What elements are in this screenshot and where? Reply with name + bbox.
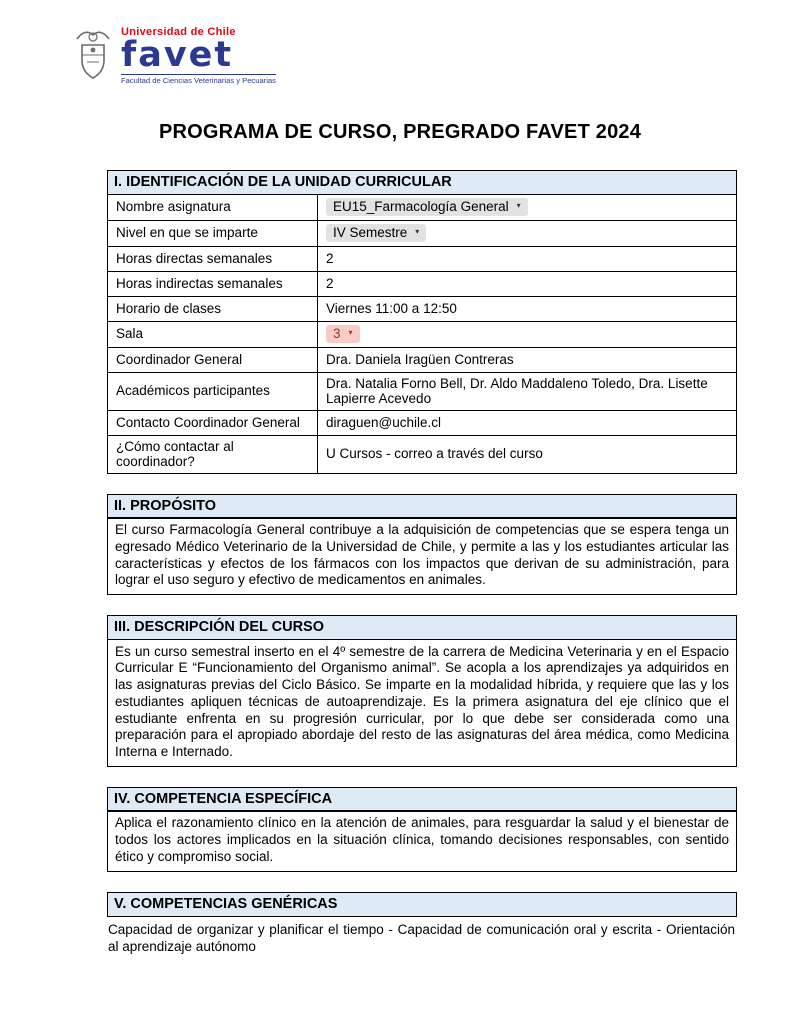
- section-body-competencia-especifica: Aplica el razonamiento clínico en la atención de animales, para resguardar la salud y el bienestar de todos los actores implicados en la situación clínica, tomando decisiones responsables, con sentido ético y compromiso social.: [107, 810, 737, 871]
- uchile-emblem-icon: [72, 26, 114, 84]
- row-label: Contacto Coordinador General: [108, 410, 318, 435]
- row-value-cell: [318, 194, 737, 220]
- document-content: [107, 170, 737, 955]
- row-coordinador: [108, 347, 737, 372]
- row-horario: [108, 296, 737, 321]
- chevron-down-icon: ▾: [415, 227, 420, 237]
- row-academicos: [108, 372, 737, 410]
- logo-brand: favet: [121, 35, 234, 75]
- favet-logo: [0, 0, 800, 85]
- row-value-cell: [318, 220, 737, 246]
- section-body-proposito: El curso Farmacología General contribuye a la adquisición de competencias que se espera tenga un egresado Médico Veterinario de la Universidad de Chile, y permite a las y los estudiantes articular las características y efectos de los fármacos con los impactos que derivan de su administración, para lograr el uso seguro y efectivo de medicamentos en animales.: [107, 517, 737, 595]
- logo-faculty-name: Facultad de Ciencias Veterinarias y Pecuarias: [121, 76, 276, 86]
- section-identificacion: [107, 170, 737, 474]
- row-label: Coordinador General: [108, 347, 318, 372]
- row-como-contactar: [108, 435, 737, 473]
- row-nivel: [108, 220, 737, 246]
- row-sala: [108, 321, 737, 347]
- row-label: Horas indirectas semanales: [108, 271, 318, 296]
- row-label: Horas directas semanales: [108, 246, 318, 271]
- section-descripcion: [107, 615, 737, 767]
- semestre-dropdown[interactable]: [326, 224, 426, 242]
- row-label: Nombre asignatura: [108, 194, 318, 220]
- section-header-descripcion: III. DESCRIPCIÓN DEL CURSO: [107, 615, 737, 640]
- row-value: 2: [318, 271, 737, 296]
- section-header-identificacion: I. IDENTIFICACIÓN DE LA UNIDAD CURRICULAR: [107, 170, 737, 195]
- row-label: Académicos participantes: [108, 372, 318, 410]
- page-title: PROGRAMA DE CURSO, PREGRADO FAVET 2024: [158, 121, 642, 144]
- section-body-competencias-genericas: Capacidad de organizar y planificar el tiempo - Capacidad de comunicación oral y escrita - Orientación al aprendizaje autónomo: [108, 922, 735, 954]
- dropdown-value: IV Semestre: [333, 224, 408, 240]
- chevron-down-icon: ▾: [348, 328, 353, 338]
- row-value: U Cursos - correo a través del curso: [318, 435, 737, 473]
- row-value: Dra. Daniela Iragüen Contreras: [318, 347, 737, 372]
- section-header-competencias-genericas: V. COMPETENCIAS GENÉRICAS: [107, 892, 737, 917]
- row-value: diraguen@uchile.cl: [318, 410, 737, 435]
- section-competencia-especifica: [107, 787, 737, 872]
- sala-dropdown[interactable]: [326, 325, 360, 343]
- row-value-cell: [318, 321, 737, 347]
- dropdown-value: 3: [333, 325, 341, 341]
- row-value: 2: [318, 246, 737, 271]
- logo-text: [121, 26, 276, 85]
- row-nombre-asignatura: [108, 194, 737, 220]
- section-proposito: [107, 494, 737, 595]
- chevron-down-icon: ▾: [516, 201, 521, 211]
- dropdown-value: EU15_Farmacología General: [333, 198, 509, 214]
- row-label: ¿Cómo contactar al coordinador?: [108, 435, 318, 473]
- section-body-descripcion: Es un curso semestral inserto en el 4º semestre de la carrera de Medicina Veterinaria y en el Espacio Curricular E “Funcionamiento del Organismo animal”. Se acopla a los aprendizajes ya adquiridos en las asignaturas previas del Ciclo Básico. Se imparte en la modalidad híbrida, y requiere que las y los estudiantes apliquen técnicas de autoaprendizaje. Es la primera asignatura del eje clínico que el estudiante enfrenta en su progresión curricular, por lo que debe ser considerada como una preparación para el apropiado abordaje del resto de las asignaturas del área médica, como Medicina Interna e Internado.: [107, 639, 737, 767]
- row-value: Viernes 11:00 a 12:50: [318, 296, 737, 321]
- row-horas-indirectas: [108, 271, 737, 296]
- identification-table: [107, 194, 737, 474]
- row-label: Sala: [108, 321, 318, 347]
- section-competencias-genericas: [107, 892, 737, 956]
- logo-university-name: Universidad de Chile: [121, 26, 236, 38]
- row-label: Horario de clases: [108, 296, 318, 321]
- row-horas-directas: [108, 246, 737, 271]
- section-header-competencia-especifica: IV. COMPETENCIA ESPECÍFICA: [107, 787, 737, 812]
- row-value: Dra. Natalia Forno Bell, Dr. Aldo Maddaleno Toledo, Dra. Lisette Lapierre Acevedo: [318, 372, 737, 410]
- row-contacto: [108, 410, 737, 435]
- row-label: Nivel en que se imparte: [108, 220, 318, 246]
- asignatura-dropdown[interactable]: [326, 198, 528, 216]
- section-header-proposito: II. PROPÓSITO: [107, 494, 737, 519]
